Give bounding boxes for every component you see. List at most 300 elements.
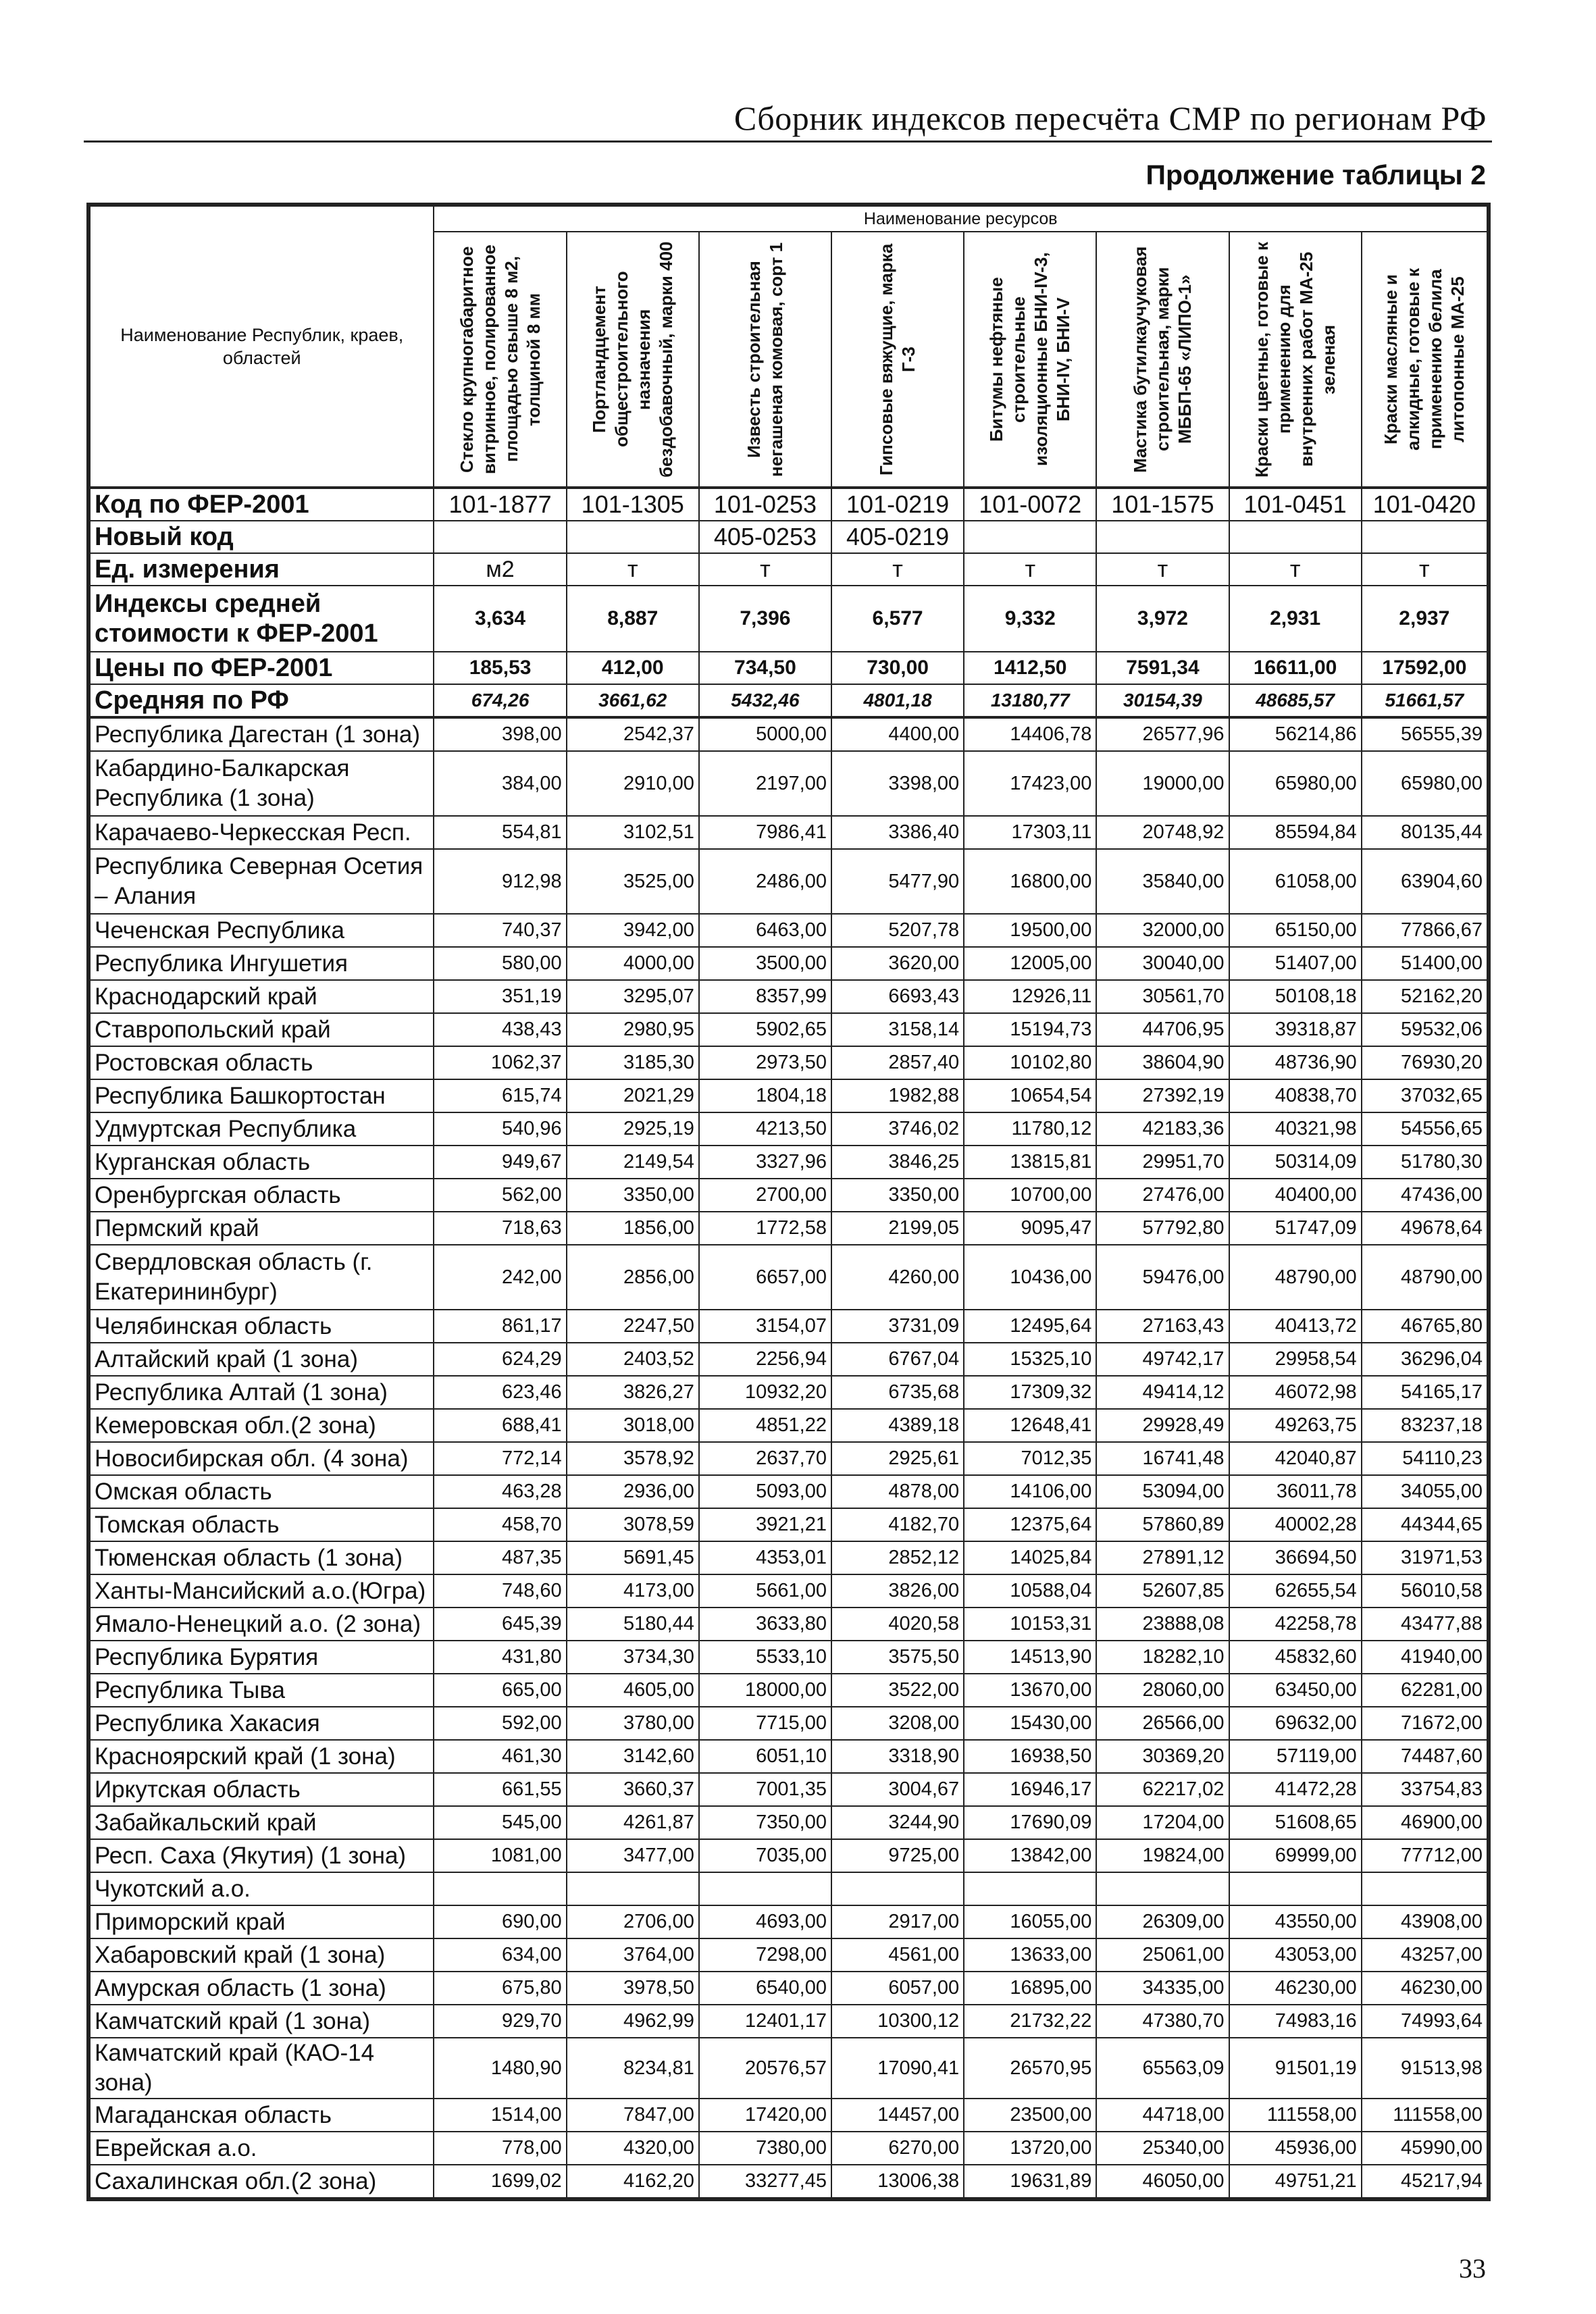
price-cell: 645,39 (434, 1608, 566, 1641)
price-cell: 4320,00 (567, 2132, 699, 2165)
price-cell: 2936,00 (567, 1475, 699, 1508)
price-cell: 11780,12 (964, 1112, 1096, 1146)
header-divider (84, 140, 1492, 143)
price-cell: 242,00 (434, 1245, 566, 1310)
price-cell: 52607,85 (1096, 1574, 1229, 1608)
price-cell: 17423,00 (964, 751, 1096, 816)
table-row (90, 1079, 1487, 1112)
price-cell: 8234,81 (567, 2038, 699, 2099)
price-cell: 861,17 (434, 1310, 566, 1343)
price-cell: 40400,00 (1229, 1179, 1362, 1212)
price-cell: 46900,00 (1362, 1806, 1487, 1839)
price-cell: 39318,87 (1229, 1013, 1362, 1046)
price-cell: 50108,18 (1229, 980, 1362, 1013)
price-cell: 3942,00 (567, 914, 699, 947)
price-cell: 3185,30 (567, 1046, 699, 1079)
price-cell: 4000,00 (567, 947, 699, 980)
table-row (90, 1112, 1487, 1146)
summary-value: т (699, 553, 831, 586)
price-cell: 19000,00 (1096, 751, 1229, 816)
price-cell: 398,00 (434, 717, 566, 751)
price-cell: 35840,00 (1096, 849, 1229, 914)
resource-name: Портландцемент общестроительного назначения бездобавочный, марки 400 (588, 241, 676, 478)
region-name: Республика Ингушетия (90, 947, 434, 980)
region-name: Тюменская область (1 зона) (90, 1541, 434, 1574)
price-cell: 5661,00 (699, 1574, 831, 1608)
price-cell: 615,74 (434, 1079, 566, 1112)
table-row (90, 717, 1487, 751)
price-cell: 31971,53 (1362, 1541, 1487, 1574)
price-cell: 7380,00 (699, 2132, 831, 2165)
table-row (90, 1674, 1487, 1707)
summary-value: 17592,00 (1362, 652, 1487, 684)
summary-value: т (1362, 553, 1487, 586)
table-row (90, 751, 1487, 816)
region-name: Свердловская область (г. Екатерининбург) (90, 1245, 434, 1310)
price-cell: 4389,18 (831, 1409, 964, 1442)
page-header-title: Сборник индексов пересчёта СМР по регионам РФ (733, 99, 1487, 137)
price-cell: 5902,65 (699, 1013, 831, 1046)
summary-value: т (831, 553, 964, 586)
price-cell: 26309,00 (1096, 1905, 1229, 1938)
price-cell: 3620,00 (831, 947, 964, 980)
table-row (90, 2132, 1487, 2165)
price-cell: 56214,86 (1229, 717, 1362, 751)
price-cell: 2856,00 (567, 1245, 699, 1310)
price-cell: 77712,00 (1362, 1839, 1487, 1872)
price-cell: 6767,04 (831, 1343, 964, 1376)
price-cell: 32000,00 (1096, 914, 1229, 947)
price-cell: 49751,21 (1229, 2165, 1362, 2198)
summary-value: 3661,62 (567, 684, 699, 717)
price-cell: 3921,21 (699, 1508, 831, 1541)
summary-value: 101-1575 (1096, 488, 1229, 521)
region-name: Ханты-Мансийский а.о.(Югра) (90, 1574, 434, 1608)
price-cell: 15430,00 (964, 1707, 1096, 1740)
price-cell: 2973,50 (699, 1046, 831, 1079)
price-cell: 45936,00 (1229, 2132, 1362, 2165)
price-cell: 3846,25 (831, 1146, 964, 1179)
price-cell: 5000,00 (699, 717, 831, 751)
price-cell: 45217,94 (1362, 2165, 1487, 2198)
price-cell: 1856,00 (567, 1212, 699, 1245)
region-name: Камчатский край (КАО-14 зона) (90, 2038, 434, 2099)
price-cell: 23888,08 (1096, 1608, 1229, 1641)
summary-value: 16611,00 (1229, 652, 1362, 684)
region-name: Карачаево-Черкесская Респ. (90, 816, 434, 849)
price-cell: 3078,59 (567, 1508, 699, 1541)
region-name: Кемеровская обл.(2 зона) (90, 1409, 434, 1442)
price-cell: 4400,00 (831, 717, 964, 751)
region-name: Сахалинская обл.(2 зона) (90, 2165, 434, 2198)
price-cell: 18282,10 (1096, 1641, 1229, 1674)
summary-value: 101-1305 (567, 488, 699, 521)
region-name: Ямало-Ненецкий а.о. (2 зона) (90, 1608, 434, 1641)
price-cell: 42258,78 (1229, 1608, 1362, 1641)
price-cell: 2637,70 (699, 1442, 831, 1475)
price-cell: 65150,00 (1229, 914, 1362, 947)
price-cell: 43053,00 (1229, 1938, 1362, 1972)
table-row (90, 1541, 1487, 1574)
table-row (90, 1245, 1487, 1310)
region-name: Респ. Саха (Якутия) (1 зона) (90, 1839, 434, 1872)
price-cell: 17420,00 (699, 2099, 831, 2132)
price-cell: 4020,58 (831, 1608, 964, 1641)
price-cell: 57119,00 (1229, 1740, 1362, 1773)
price-cell: 3142,60 (567, 1740, 699, 1773)
price-cell: 51747,09 (1229, 1212, 1362, 1245)
region-name: Забайкальский край (90, 1806, 434, 1839)
price-cell: 6463,00 (699, 914, 831, 947)
price-cell: 2917,00 (831, 1905, 964, 1938)
price-cell: 48736,90 (1229, 1046, 1362, 1079)
resource-name: Мастика бутилкаучуковая строительная, марки МББП-65 «ЛИПО-1» (1129, 246, 1195, 473)
price-cell: 74487,60 (1362, 1740, 1487, 1773)
price-cell: 14106,00 (964, 1475, 1096, 1508)
table-row (90, 849, 1487, 914)
price-cell: 10700,00 (964, 1179, 1096, 1212)
table-row (90, 1872, 1487, 1905)
price-cell: 1081,00 (434, 1839, 566, 1872)
new-code-row (90, 521, 1487, 553)
summary-value: т (567, 553, 699, 586)
price-cell: 38604,90 (1096, 1046, 1229, 1079)
price-cell: 62217,02 (1096, 1773, 1229, 1806)
region-name: Чукотский а.о. (90, 1872, 434, 1905)
summary-value (1229, 521, 1362, 553)
price-cell: 3350,00 (831, 1179, 964, 1212)
price-cell: 56555,39 (1362, 717, 1487, 751)
summary-value: 7,396 (699, 586, 831, 652)
price-cell: 2980,95 (567, 1013, 699, 1046)
price-cell: 2857,40 (831, 1046, 964, 1079)
price-cell: 2256,94 (699, 1343, 831, 1376)
summary-value: 101-1877 (434, 488, 566, 521)
table-row (90, 1212, 1487, 1245)
price-cell: 16055,00 (964, 1905, 1096, 1938)
price-cell: 6057,00 (831, 1972, 964, 2005)
price-cell: 13006,38 (831, 2165, 964, 2198)
summary-label: Код по ФЕР-2001 (90, 488, 434, 521)
price-cell: 592,00 (434, 1707, 566, 1740)
price-cell: 46230,00 (1229, 1972, 1362, 2005)
price-cell: 3500,00 (699, 947, 831, 980)
price-cell (567, 1872, 699, 1905)
table-row (90, 1608, 1487, 1641)
price-cell: 111558,00 (1229, 2099, 1362, 2132)
region-name: Республика Хакасия (90, 1707, 434, 1740)
price-cell: 85594,84 (1229, 816, 1362, 849)
price-cell: 2925,61 (831, 1442, 964, 1475)
price-cell: 27163,43 (1096, 1310, 1229, 1343)
price-cell: 30040,00 (1096, 947, 1229, 980)
price-cell: 36296,04 (1362, 1343, 1487, 1376)
price-cell: 49414,12 (1096, 1376, 1229, 1409)
table-row (90, 1376, 1487, 1409)
summary-value: 30154,39 (1096, 684, 1229, 717)
price-cell: 19631,89 (964, 2165, 1096, 2198)
price-cell: 5093,00 (699, 1475, 831, 1508)
region-name: Кабардино-Балкарская Республика (1 зона) (90, 751, 434, 816)
page-number: 33 (1459, 2253, 1486, 2284)
table-row (90, 1773, 1487, 1806)
price-cell: 30369,20 (1096, 1740, 1229, 1773)
price-cell: 1772,58 (699, 1212, 831, 1245)
price-cell: 438,43 (434, 1013, 566, 1046)
table-row (90, 1938, 1487, 1972)
price-cell: 62281,00 (1362, 1674, 1487, 1707)
price-cell: 37032,65 (1362, 1079, 1487, 1112)
region-name: Чеченская Республика (90, 914, 434, 947)
price-cell: 2910,00 (567, 751, 699, 816)
price-cell: 3525,00 (567, 849, 699, 914)
price-cell: 47380,70 (1096, 2005, 1229, 2038)
price-cell: 12375,64 (964, 1508, 1096, 1541)
summary-value: 730,00 (831, 652, 964, 684)
price-cell: 51780,30 (1362, 1146, 1487, 1179)
price-cell: 4260,00 (831, 1245, 964, 1310)
price-cell: 13842,00 (964, 1839, 1096, 1872)
price-cell: 463,28 (434, 1475, 566, 1508)
price-cell: 718,63 (434, 1212, 566, 1245)
price-cell: 23500,00 (964, 2099, 1096, 2132)
table-row (90, 1905, 1487, 1938)
price-cell: 59532,06 (1362, 1013, 1487, 1046)
price-cell: 9095,47 (964, 1212, 1096, 1245)
summary-label: Ед. измерения (90, 553, 434, 586)
price-cell: 624,29 (434, 1343, 566, 1376)
summary-value: 48685,57 (1229, 684, 1362, 717)
price-cell: 13670,00 (964, 1674, 1096, 1707)
summary-value: 8,887 (567, 586, 699, 652)
region-name: Удмуртская Республика (90, 1112, 434, 1146)
price-cell: 540,96 (434, 1112, 566, 1146)
price-cell: 69632,00 (1229, 1707, 1362, 1740)
summary-value: 1412,50 (964, 652, 1096, 684)
price-cell: 3318,90 (831, 1740, 964, 1773)
table-row (90, 1508, 1487, 1541)
row-header-cell: Наименование Республик, краев, областей (90, 206, 434, 488)
price-cell: 48790,00 (1362, 1245, 1487, 1310)
price-cell: 580,00 (434, 947, 566, 980)
price-cell: 3746,02 (831, 1112, 964, 1146)
regional-price-table (89, 205, 1488, 2199)
price-cell: 3978,50 (567, 1972, 699, 2005)
price-cell: 14406,78 (964, 717, 1096, 751)
price-cell: 80135,44 (1362, 816, 1487, 849)
resource-name: Краски масляные и алкидные, готовые к применению белила литопонные МА-25 (1380, 267, 1468, 451)
price-cell: 4851,22 (699, 1409, 831, 1442)
price-cell: 690,00 (434, 1905, 566, 1938)
price-cell: 54556,65 (1362, 1112, 1487, 1146)
price-cell: 554,81 (434, 816, 566, 849)
resource-name: Гипсовые вяжущие, марка Г-3 (876, 243, 919, 475)
price-cell: 27476,00 (1096, 1179, 1229, 1212)
price-cell: 15194,73 (964, 1013, 1096, 1046)
price-cell: 76930,20 (1362, 1046, 1487, 1079)
price-cell: 2706,00 (567, 1905, 699, 1938)
price-cell: 6051,10 (699, 1740, 831, 1773)
price-cell: 458,70 (434, 1508, 566, 1541)
price-cell: 10436,00 (964, 1245, 1096, 1310)
price-cell: 54165,17 (1362, 1376, 1487, 1409)
region-name: Томская область (90, 1508, 434, 1541)
price-cell: 44344,65 (1362, 1508, 1487, 1541)
price-cell: 15325,10 (964, 1343, 1096, 1376)
price-cell: 111558,00 (1362, 2099, 1487, 2132)
price-cell: 2197,00 (699, 751, 831, 816)
price-cell: 45990,00 (1362, 2132, 1487, 2165)
table-row (90, 947, 1487, 980)
price-cell: 4261,87 (567, 1806, 699, 1839)
price-cell: 41940,00 (1362, 1641, 1487, 1674)
price-cell: 18000,00 (699, 1674, 831, 1707)
price-cell: 461,30 (434, 1740, 566, 1773)
price-cell: 3386,40 (831, 816, 964, 849)
region-name: Хабаровский край (1 зона) (90, 1938, 434, 1972)
price-cell: 4693,00 (699, 1905, 831, 1938)
price-cell: 16938,50 (964, 1740, 1096, 1773)
price-cell: 10932,20 (699, 1376, 831, 1409)
price-cell: 14457,00 (831, 2099, 964, 2132)
price-cell: 929,70 (434, 2005, 566, 2038)
price-cell: 40838,70 (1229, 1079, 1362, 1112)
resource-name: Краски цветные, готовые к применению для внутренних работ МА-25 зеленая (1251, 241, 1339, 478)
price-cell: 4605,00 (567, 1674, 699, 1707)
price-cell: 3660,37 (567, 1773, 699, 1806)
price-cell: 3004,67 (831, 1773, 964, 1806)
price-cell: 4353,01 (699, 1541, 831, 1574)
resource-header-cell (567, 232, 699, 488)
price-cell: 2925,19 (567, 1112, 699, 1146)
region-name: Республика Тыва (90, 1674, 434, 1707)
price-cell: 3780,00 (567, 1707, 699, 1740)
summary-value: 405-0219 (831, 521, 964, 553)
price-cell: 2542,37 (567, 717, 699, 751)
table-row (90, 1475, 1487, 1508)
price-cell: 12401,17 (699, 2005, 831, 2038)
price-cell: 83237,18 (1362, 1409, 1487, 1442)
price-cell (964, 1872, 1096, 1905)
price-cell: 46050,00 (1096, 2165, 1229, 2198)
price-cell: 51407,00 (1229, 947, 1362, 980)
price-cell: 3158,14 (831, 1013, 964, 1046)
price-cell: 3350,00 (567, 1179, 699, 1212)
price-cell: 1804,18 (699, 1079, 831, 1112)
table-row (90, 1806, 1487, 1839)
region-name: Пермский край (90, 1212, 434, 1245)
price-cell: 3154,07 (699, 1310, 831, 1343)
price-cell: 3018,00 (567, 1409, 699, 1442)
price-cell: 3826,00 (831, 1574, 964, 1608)
price-cell: 74983,16 (1229, 2005, 1362, 2038)
price-cell: 61058,00 (1229, 849, 1362, 914)
summary-value (1096, 521, 1229, 553)
summary-value: 4801,18 (831, 684, 964, 717)
price-cell: 19824,00 (1096, 1839, 1229, 1872)
price-cell: 351,19 (434, 980, 566, 1013)
price-cell: 13633,00 (964, 1938, 1096, 1972)
price-cell: 4173,00 (567, 1574, 699, 1608)
price-cell: 26566,00 (1096, 1707, 1229, 1740)
unit-row (90, 553, 1487, 586)
summary-value: 7591,34 (1096, 652, 1229, 684)
table-row (90, 1046, 1487, 1079)
summary-value: 101-0420 (1362, 488, 1487, 521)
price-cell: 12495,64 (964, 1310, 1096, 1343)
price-cell: 10102,80 (964, 1046, 1096, 1079)
price-cell: 44706,95 (1096, 1013, 1229, 1046)
region-name: Республика Бурятия (90, 1641, 434, 1674)
region-name: Алтайский край (1 зона) (90, 1343, 434, 1376)
price-cell: 3327,96 (699, 1146, 831, 1179)
region-name: Республика Дагестан (1 зона) (90, 717, 434, 751)
price-cell: 4878,00 (831, 1475, 964, 1508)
price-cell: 91501,19 (1229, 2038, 1362, 2099)
price-cell: 51400,00 (1362, 947, 1487, 980)
price-cell: 12005,00 (964, 947, 1096, 980)
resource-name: Известь строительная негашеная комовая, сорт 1 (743, 242, 786, 477)
region-name: Еврейская а.о. (90, 2132, 434, 2165)
price-cell (831, 1872, 964, 1905)
rf-average-row (90, 684, 1487, 717)
price-cell: 45832,60 (1229, 1641, 1362, 1674)
table-row (90, 816, 1487, 849)
price-cell: 69999,00 (1229, 1839, 1362, 1872)
price-cell (1229, 1872, 1362, 1905)
price-cell: 3208,00 (831, 1707, 964, 1740)
price-cell: 16800,00 (964, 849, 1096, 914)
price-cell: 26577,96 (1096, 717, 1229, 751)
price-cell: 3731,09 (831, 1310, 964, 1343)
price-cell: 21732,22 (964, 2005, 1096, 2038)
price-cell: 54110,23 (1362, 1442, 1487, 1475)
price-cell: 10300,12 (831, 2005, 964, 2038)
price-cell: 17690,09 (964, 1806, 1096, 1839)
region-name: Магаданская область (90, 2099, 434, 2132)
price-cell: 25340,00 (1096, 2132, 1229, 2165)
summary-label: Средняя по РФ (90, 684, 434, 717)
price-cell: 40002,28 (1229, 1508, 1362, 1541)
table-row (90, 1972, 1487, 2005)
summary-label: Новый код (90, 521, 434, 553)
price-cell: 42040,87 (1229, 1442, 1362, 1475)
table-row (90, 1013, 1487, 1046)
price-cell: 13815,81 (964, 1146, 1096, 1179)
price-cell: 29951,70 (1096, 1146, 1229, 1179)
region-name: Приморский край (90, 1905, 434, 1938)
price-cell: 36694,50 (1229, 1541, 1362, 1574)
summary-value: 3,634 (434, 586, 566, 652)
price-cell (1362, 1872, 1487, 1905)
summary-value: 6,577 (831, 586, 964, 652)
region-name: Камчатский край (1 зона) (90, 2005, 434, 2038)
price-cell: 1699,02 (434, 2165, 566, 2198)
price-cell: 4182,70 (831, 1508, 964, 1541)
region-name: Челябинская область (90, 1310, 434, 1343)
table-row (90, 1310, 1487, 1343)
price-cell (434, 1872, 566, 1905)
summary-value: 405-0253 (699, 521, 831, 553)
price-cell: 17090,41 (831, 2038, 964, 2099)
table-row (90, 1343, 1487, 1376)
price-cell: 2700,00 (699, 1179, 831, 1212)
region-name: Амурская область (1 зона) (90, 1972, 434, 2005)
price-cell: 14025,84 (964, 1541, 1096, 1574)
price-cell: 661,55 (434, 1773, 566, 1806)
price-cell: 384,00 (434, 751, 566, 816)
price-cell: 28060,00 (1096, 1674, 1229, 1707)
